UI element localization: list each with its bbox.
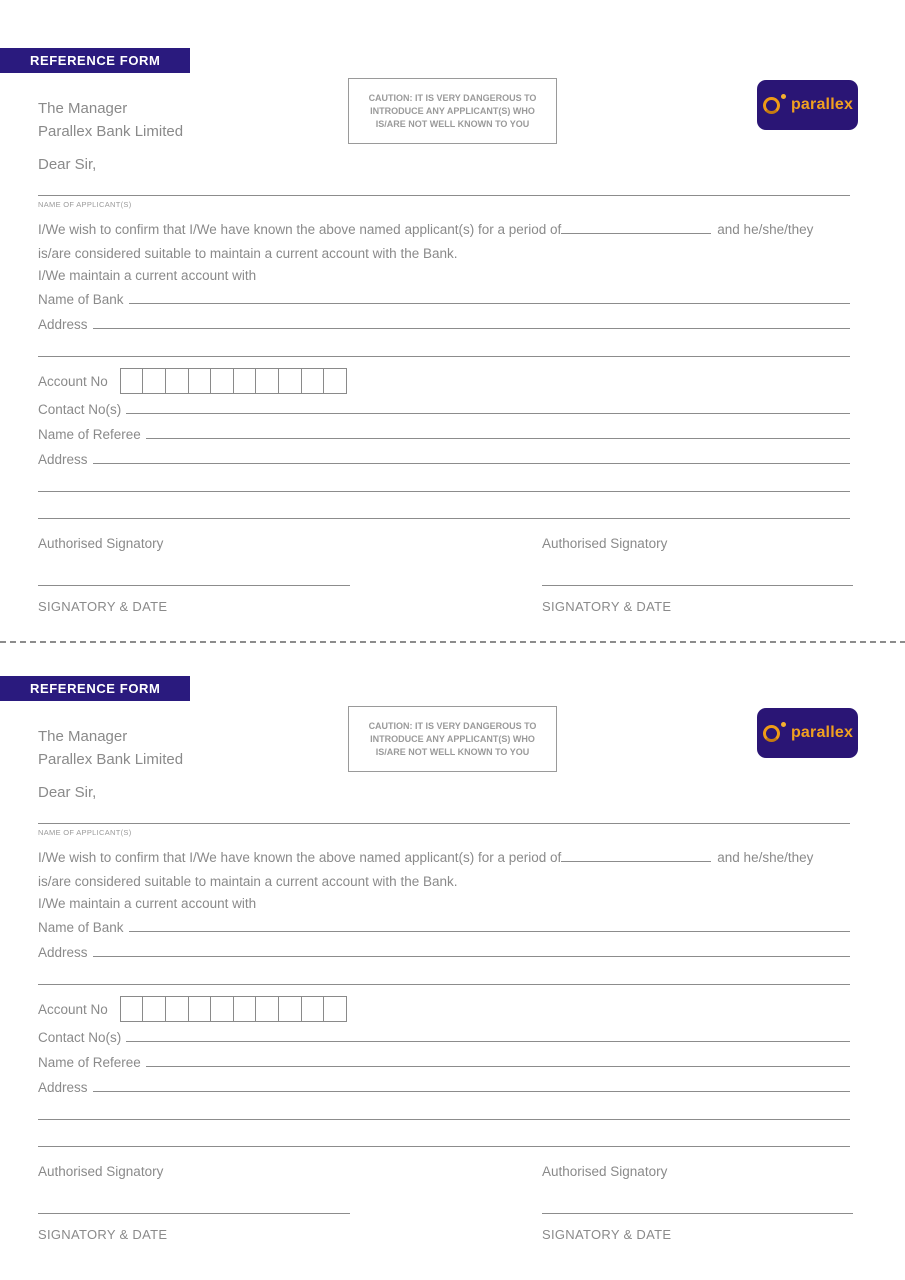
account-digit-box[interactable] (278, 368, 302, 394)
authorised-signatory-label-right: Authorised Signatory (542, 1164, 668, 1179)
account-digit-box[interactable] (255, 996, 279, 1022)
account-digit-box[interactable] (188, 368, 212, 394)
contact-no-input[interactable] (126, 1029, 850, 1042)
reference-form-title: REFERENCE FORM (0, 676, 190, 701)
addressee-manager: The Manager (38, 100, 128, 117)
name-of-referee-row (38, 426, 850, 442)
account-digit-box[interactable] (233, 368, 257, 394)
name-of-applicant-label: NAME OF APPLICANT(S) (38, 828, 132, 837)
confirmation-line-2: is/are considered suitable to maintain a current account with the Bank. (38, 873, 458, 889)
maintain-account-text: I/We maintain a current account with (38, 268, 257, 283)
period-input[interactable] (561, 223, 711, 234)
bank-address-input-line-2[interactable] (38, 356, 850, 357)
name-of-bank-row (38, 919, 850, 935)
account-digit-box[interactable] (142, 368, 166, 394)
name-of-applicant-input[interactable] (38, 195, 850, 196)
confirmation-line-1: I/We wish to confirm that I/We have known the above named applicant(s) for a period of and he/she/they (38, 222, 814, 237)
referee-address-input-line-2[interactable] (38, 1119, 850, 1120)
bank-address-row (38, 944, 850, 960)
signature-input-left[interactable] (38, 1213, 350, 1214)
name-of-bank-label: Name of Bank (38, 920, 124, 935)
addressee-bank-name: Parallex Bank Limited (38, 751, 184, 768)
addressee-block (38, 725, 183, 771)
account-digit-box[interactable] (255, 368, 279, 394)
caution-line-3: IS/ARE NOT WELL KNOWN TO YOU (375, 118, 530, 129)
bank-address-row (38, 316, 850, 332)
contact-no-label: Contact No(s) (38, 402, 122, 417)
name-of-bank-row (38, 291, 850, 307)
account-digit-box[interactable] (210, 368, 234, 394)
name-of-referee-input[interactable] (146, 1054, 850, 1067)
confirmation-paragraph (38, 846, 838, 893)
name-of-referee-input[interactable] (146, 426, 850, 439)
signatory-date-label-left: SIGNATORY & DATE (38, 599, 168, 614)
account-no-row (38, 368, 347, 394)
account-digit-box[interactable] (301, 368, 325, 394)
referee-address-input-line-3[interactable] (38, 1146, 850, 1147)
addressee-manager: The Manager (38, 728, 128, 745)
account-digit-box[interactable] (120, 368, 144, 394)
signature-input-left[interactable] (38, 585, 350, 586)
bank-address-input[interactable] (93, 944, 850, 957)
bank-address-input[interactable] (93, 316, 850, 329)
signature-input-right[interactable] (542, 585, 853, 586)
caution-notice (348, 78, 557, 144)
reference-form-title: REFERENCE FORM (0, 48, 190, 73)
maintain-account-text: I/We maintain a current account with (38, 896, 257, 911)
name-of-bank-label: Name of Bank (38, 292, 124, 307)
account-digit-box[interactable] (278, 996, 302, 1022)
name-of-bank-input[interactable] (129, 291, 850, 304)
signature-input-right[interactable] (542, 1213, 853, 1214)
caution-line-1: CAUTION: IT IS VERY DANGEROUS TO (368, 720, 537, 731)
account-digit-box[interactable] (210, 996, 234, 1022)
referee-address-label: Address (38, 452, 88, 467)
account-digit-box[interactable] (323, 368, 347, 394)
confirmation-line-1: I/We wish to confirm that I/We have known the above named applicant(s) for a period of and he/she/they (38, 850, 814, 865)
reference-form-copy-1 (0, 0, 905, 628)
account-no-boxes (120, 996, 347, 1022)
authorised-signatory-label-left: Authorised Signatory (38, 536, 164, 551)
authorised-signatory-label-left: Authorised Signatory (38, 1164, 164, 1179)
referee-address-row (38, 1079, 850, 1095)
addressee-bank-name: Parallex Bank Limited (38, 123, 184, 140)
bank-address-input-line-2[interactable] (38, 984, 850, 985)
referee-address-input-line-3[interactable] (38, 518, 850, 519)
parallex-logo (757, 80, 858, 130)
contact-no-row (38, 1029, 850, 1045)
bank-address-label: Address (38, 317, 88, 332)
account-no-boxes (120, 368, 347, 394)
account-no-label: Account No (38, 1001, 108, 1017)
contact-no-input[interactable] (126, 401, 850, 414)
confirmation-line-2: is/are considered suitable to maintain a current account with the Bank. (38, 245, 458, 261)
account-digit-box[interactable] (301, 996, 325, 1022)
contact-no-label: Contact No(s) (38, 1030, 122, 1045)
caution-line-3: IS/ARE NOT WELL KNOWN TO YOU (375, 746, 530, 757)
caution-line-2: INTRODUCE ANY APPLICANT(S) WHO (370, 733, 535, 744)
bank-address-label: Address (38, 945, 88, 960)
account-digit-box[interactable] (142, 996, 166, 1022)
account-digit-box[interactable] (165, 368, 189, 394)
signatory-date-label-right: SIGNATORY & DATE (542, 1227, 672, 1242)
contact-no-row (38, 401, 850, 417)
name-of-referee-label: Name of Referee (38, 427, 141, 442)
referee-address-input[interactable] (93, 1079, 850, 1092)
parallex-logo-text: parallex (790, 96, 854, 113)
referee-address-input-line-2[interactable] (38, 491, 850, 492)
account-digit-box[interactable] (323, 996, 347, 1022)
name-of-bank-input[interactable] (129, 919, 850, 932)
name-of-referee-row (38, 1054, 850, 1070)
account-no-label: Account No (38, 373, 108, 389)
confirmation-paragraph (38, 218, 838, 265)
addressee-block (38, 97, 183, 143)
account-digit-box[interactable] (165, 996, 189, 1022)
referee-address-input[interactable] (93, 451, 850, 464)
account-digit-box[interactable] (120, 996, 144, 1022)
name-of-applicant-label: NAME OF APPLICANT(S) (38, 200, 132, 209)
parallex-logo (757, 708, 858, 758)
account-no-row (38, 996, 347, 1022)
parallex-logo-icon (762, 93, 786, 117)
signatory-date-label-right: SIGNATORY & DATE (542, 599, 672, 614)
salutation: Dear Sir, (38, 784, 97, 801)
signatory-date-label-left: SIGNATORY & DATE (38, 1227, 168, 1242)
parallex-logo-icon (762, 721, 786, 745)
caution-line-2: INTRODUCE ANY APPLICANT(S) WHO (370, 105, 535, 116)
name-of-applicant-input[interactable] (38, 823, 850, 824)
account-digit-box[interactable] (188, 996, 212, 1022)
caution-line-1: CAUTION: IT IS VERY DANGEROUS TO (368, 92, 537, 103)
referee-address-row (38, 451, 850, 467)
period-input[interactable] (561, 851, 711, 862)
reference-form-copy-2 (0, 628, 905, 1256)
parallex-logo-text: parallex (790, 724, 854, 741)
salutation: Dear Sir, (38, 156, 97, 173)
referee-address-label: Address (38, 1080, 88, 1095)
authorised-signatory-label-right: Authorised Signatory (542, 536, 668, 551)
name-of-referee-label: Name of Referee (38, 1055, 141, 1070)
account-digit-box[interactable] (233, 996, 257, 1022)
caution-notice (348, 706, 557, 772)
